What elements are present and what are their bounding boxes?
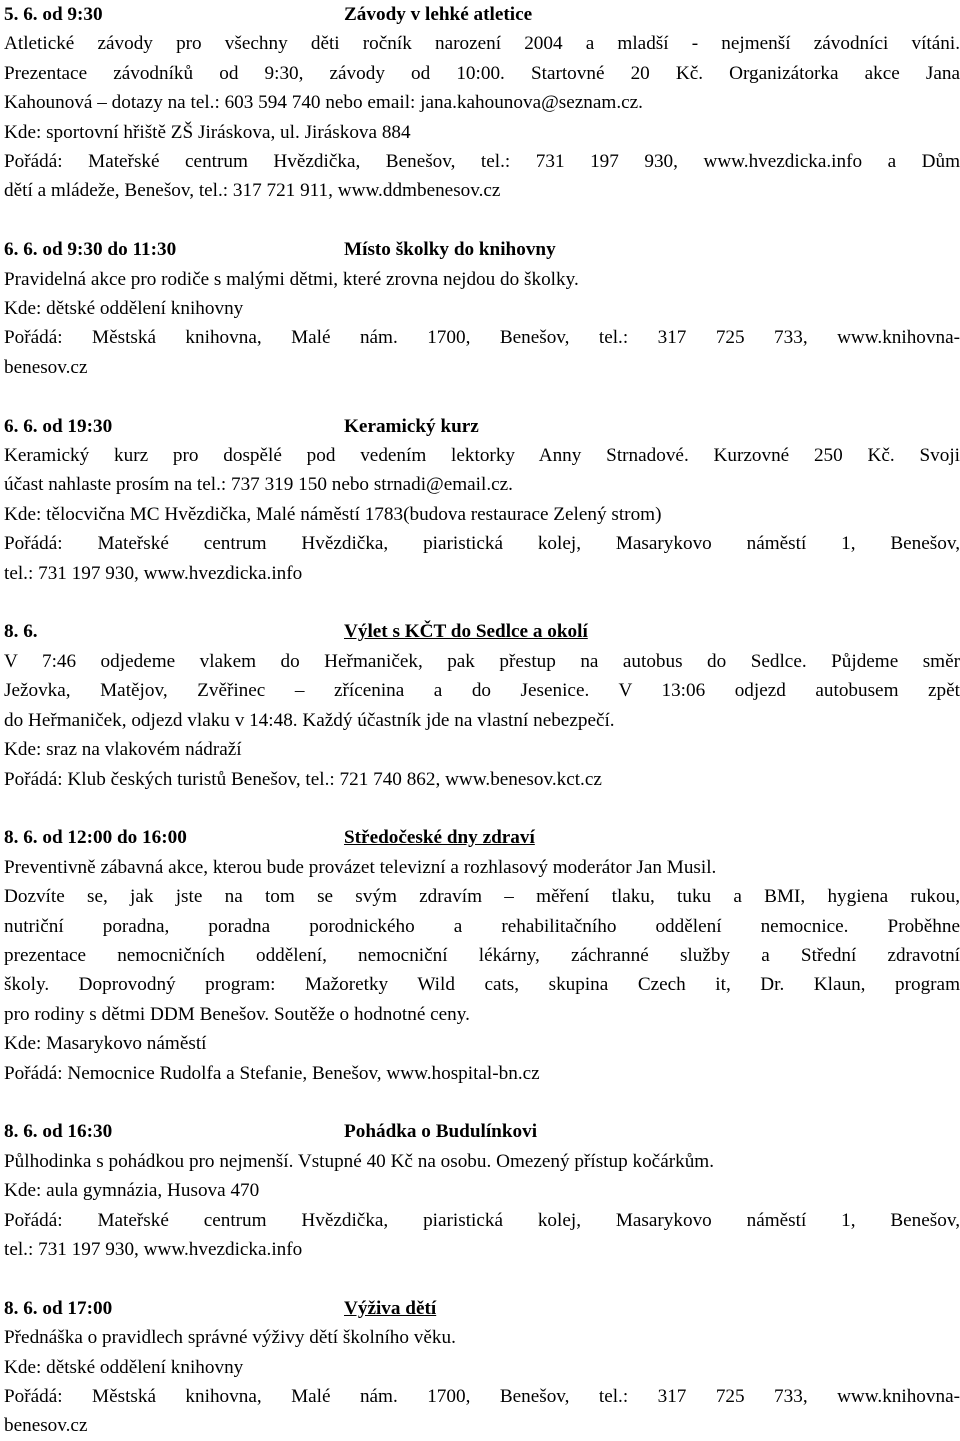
event-date: 6. 6. od 19:30 bbox=[4, 415, 113, 437]
event-organizer: Pořádá: Mateřské centrum Hvězdička, piaristická kolej, Masarykovo náměstí 1, Benešov, bbox=[4, 1209, 960, 1231]
event-date: 8. 6. od 16:30 bbox=[4, 1121, 113, 1143]
event-location: Kde: Masarykovo náměstí bbox=[4, 1033, 207, 1055]
event-location: Kde: dětské oddělení knihovny bbox=[4, 1356, 244, 1378]
event-header bbox=[4, 823, 960, 852]
text-line: do Heřmaniček, odjezd vlaku v 14:48. Každý účastník jde na vlastní nebezpečí. bbox=[4, 709, 615, 731]
event-title: Výživa dětí bbox=[344, 1297, 437, 1319]
event-location: Kde: tělocvična MC Hvězdička, Malé náměstí 1783(budova restaurace Zelený strom) bbox=[4, 503, 662, 525]
event-organizer: Pořádá: Městská knihovna, Malé nám. 1700, Benešov, tel.: 317 725 733, www.knihovna- bbox=[4, 1386, 960, 1407]
text-line: Prezentace závodníků od 9:30, závody od 10:00. Startovné 20 Kč. Organizátorka akce Jana bbox=[4, 62, 960, 84]
event-description bbox=[4, 29, 960, 205]
text-line: nutriční poradna, poradna porodnického a rehabilitačního oddělení nemocnice. Proběhne bbox=[4, 915, 960, 937]
event-title: Místo školky do knihovny bbox=[344, 239, 556, 261]
event-date: 5. 6. od 9:30 bbox=[4, 4, 103, 25]
event-header bbox=[4, 1294, 960, 1323]
event-description bbox=[4, 441, 960, 588]
event-title: Výlet s KČT do Sedlce a okolí bbox=[344, 621, 588, 643]
text-line: školy. Doprovodný program: Mažoretky Wild cats, skupina Czech it, Dr. Klaun, program bbox=[4, 974, 960, 996]
event-description bbox=[4, 647, 960, 794]
text-line: Dozvíte se, jak jste na tom se svým zdravím – měření tlaku, tuku a BMI, hygiena rukou, bbox=[4, 886, 960, 908]
event-date: 6. 6. od 9:30 do 11:30 bbox=[4, 239, 177, 261]
text-line: pro rodiny s dětmi DDM Benešov. Soutěže o hodnotné ceny. bbox=[4, 1003, 470, 1025]
event-description bbox=[4, 853, 960, 1088]
event-title: Pohádka o Budulínkovi bbox=[344, 1121, 538, 1143]
text-line: Ježovka, Matějov, Zvěřinec – zřícenina a do Jesenice. V 13:06 odjezd autobusem zpět bbox=[4, 680, 960, 702]
event-organizer: Pořádá: Mateřské centrum Hvězdička, piaristická kolej, Masarykovo náměstí 1, Benešov, bbox=[4, 533, 960, 555]
text-line: Přednáška o pravidlech správné výživy dětí školního věku. bbox=[4, 1327, 456, 1349]
event-location: Kde: dětské oddělení knihovny bbox=[4, 298, 244, 320]
event-title: Středočeské dny zdraví bbox=[344, 827, 535, 849]
event-organizer: Pořádá: Nemocnice Rudolfa a Stefanie, Benešov, www.hospital-bn.cz bbox=[4, 1062, 540, 1084]
event-header bbox=[4, 1117, 960, 1146]
text-line: benesov.cz bbox=[4, 1415, 88, 1437]
event-location: Kde: sportovní hřiště ZŠ Jiráskova, ul. Jiráskova 884 bbox=[4, 121, 411, 143]
text-line: účast nahlaste prosím na tel.: 737 319 150 nebo strnadi@email.cz. bbox=[4, 474, 513, 496]
event-title: Keramický kurz bbox=[344, 415, 479, 437]
event-listing bbox=[4, 0, 960, 1441]
event-fairy-tale bbox=[4, 1117, 960, 1264]
event-child-nutrition bbox=[4, 1294, 960, 1441]
text-line: dětí a mládeže, Benešov, tel.: 317 721 911, www.ddmbenesov.cz bbox=[4, 180, 501, 202]
text-line: tel.: 731 197 930, www.hvezdicka.info bbox=[4, 562, 303, 584]
event-header bbox=[4, 0, 960, 29]
text-line: Pravidelná akce pro rodiče s malými dětmi, které zrovna nejdou do školky. bbox=[4, 268, 579, 290]
event-date: 8. 6. od 17:00 bbox=[4, 1297, 113, 1319]
event-location: Kde: sraz na vlakovém nádraží bbox=[4, 739, 242, 761]
text-line: Atletické závody pro všechny děti ročník narození 2004 a mladší - nejmenší závodníci vítáni. bbox=[4, 33, 960, 55]
event-organizer: Pořádá: Městská knihovna, Malé nám. 1700, Benešov, tel.: 317 725 733, www.knihovna- bbox=[4, 327, 960, 349]
text-line: Preventivně zábavná akce, kterou bude provázet televizní a rozhlasový moderátor Jan Musil. bbox=[4, 856, 717, 878]
event-trip-kct bbox=[4, 617, 960, 793]
event-organizer: Pořádá: Klub českých turistů Benešov, tel.: 721 740 862, www.benesov.kct.cz bbox=[4, 768, 602, 790]
text-line: V 7:46 odjedeme vlakem do Heřmaniček, pak přestup na autobus do Sedlce. Půjdeme směr bbox=[4, 650, 960, 672]
event-header bbox=[4, 235, 960, 264]
event-organizer: Pořádá: Mateřské centrum Hvězdička, Benešov, tel.: 731 197 930, www.hvezdicka.info a Dům bbox=[4, 151, 960, 173]
text-line: Půlhodinka s pohádkou pro nejmenší. Vstupné 40 Kč na osobu. Omezený přístup kočárkům. bbox=[4, 1150, 715, 1172]
event-description bbox=[4, 1147, 960, 1265]
text-line: prezentace nemocničních oddělení, nemocniční lékárny, záchranné služby a Střední zdravotní bbox=[4, 944, 960, 966]
event-header bbox=[4, 617, 960, 646]
event-date: 8. 6. od 12:00 do 16:00 bbox=[4, 827, 187, 849]
event-athletics bbox=[4, 0, 960, 206]
text-line: Keramický kurz pro dospělé pod vedením lektorky Anny Strnadové. Kurzovné 250 Kč. Svoji bbox=[4, 445, 960, 467]
text-line: tel.: 731 197 930, www.hvezdicka.info bbox=[4, 1238, 303, 1260]
event-description bbox=[4, 1323, 960, 1441]
event-ceramics bbox=[4, 412, 960, 588]
event-description bbox=[4, 265, 960, 383]
event-library-kids bbox=[4, 235, 960, 382]
event-date: 8. 6. bbox=[4, 621, 38, 643]
event-title: Závody v lehké atletice bbox=[344, 4, 533, 25]
event-header bbox=[4, 412, 960, 441]
text-line: benesov.cz bbox=[4, 356, 88, 378]
event-location: Kde: aula gymnázia, Husova 470 bbox=[4, 1180, 260, 1202]
text-line: Kahounová – dotazy na tel.: 603 594 740 nebo email: jana.kahounova@seznam.cz. bbox=[4, 92, 643, 114]
event-health-days bbox=[4, 823, 960, 1088]
